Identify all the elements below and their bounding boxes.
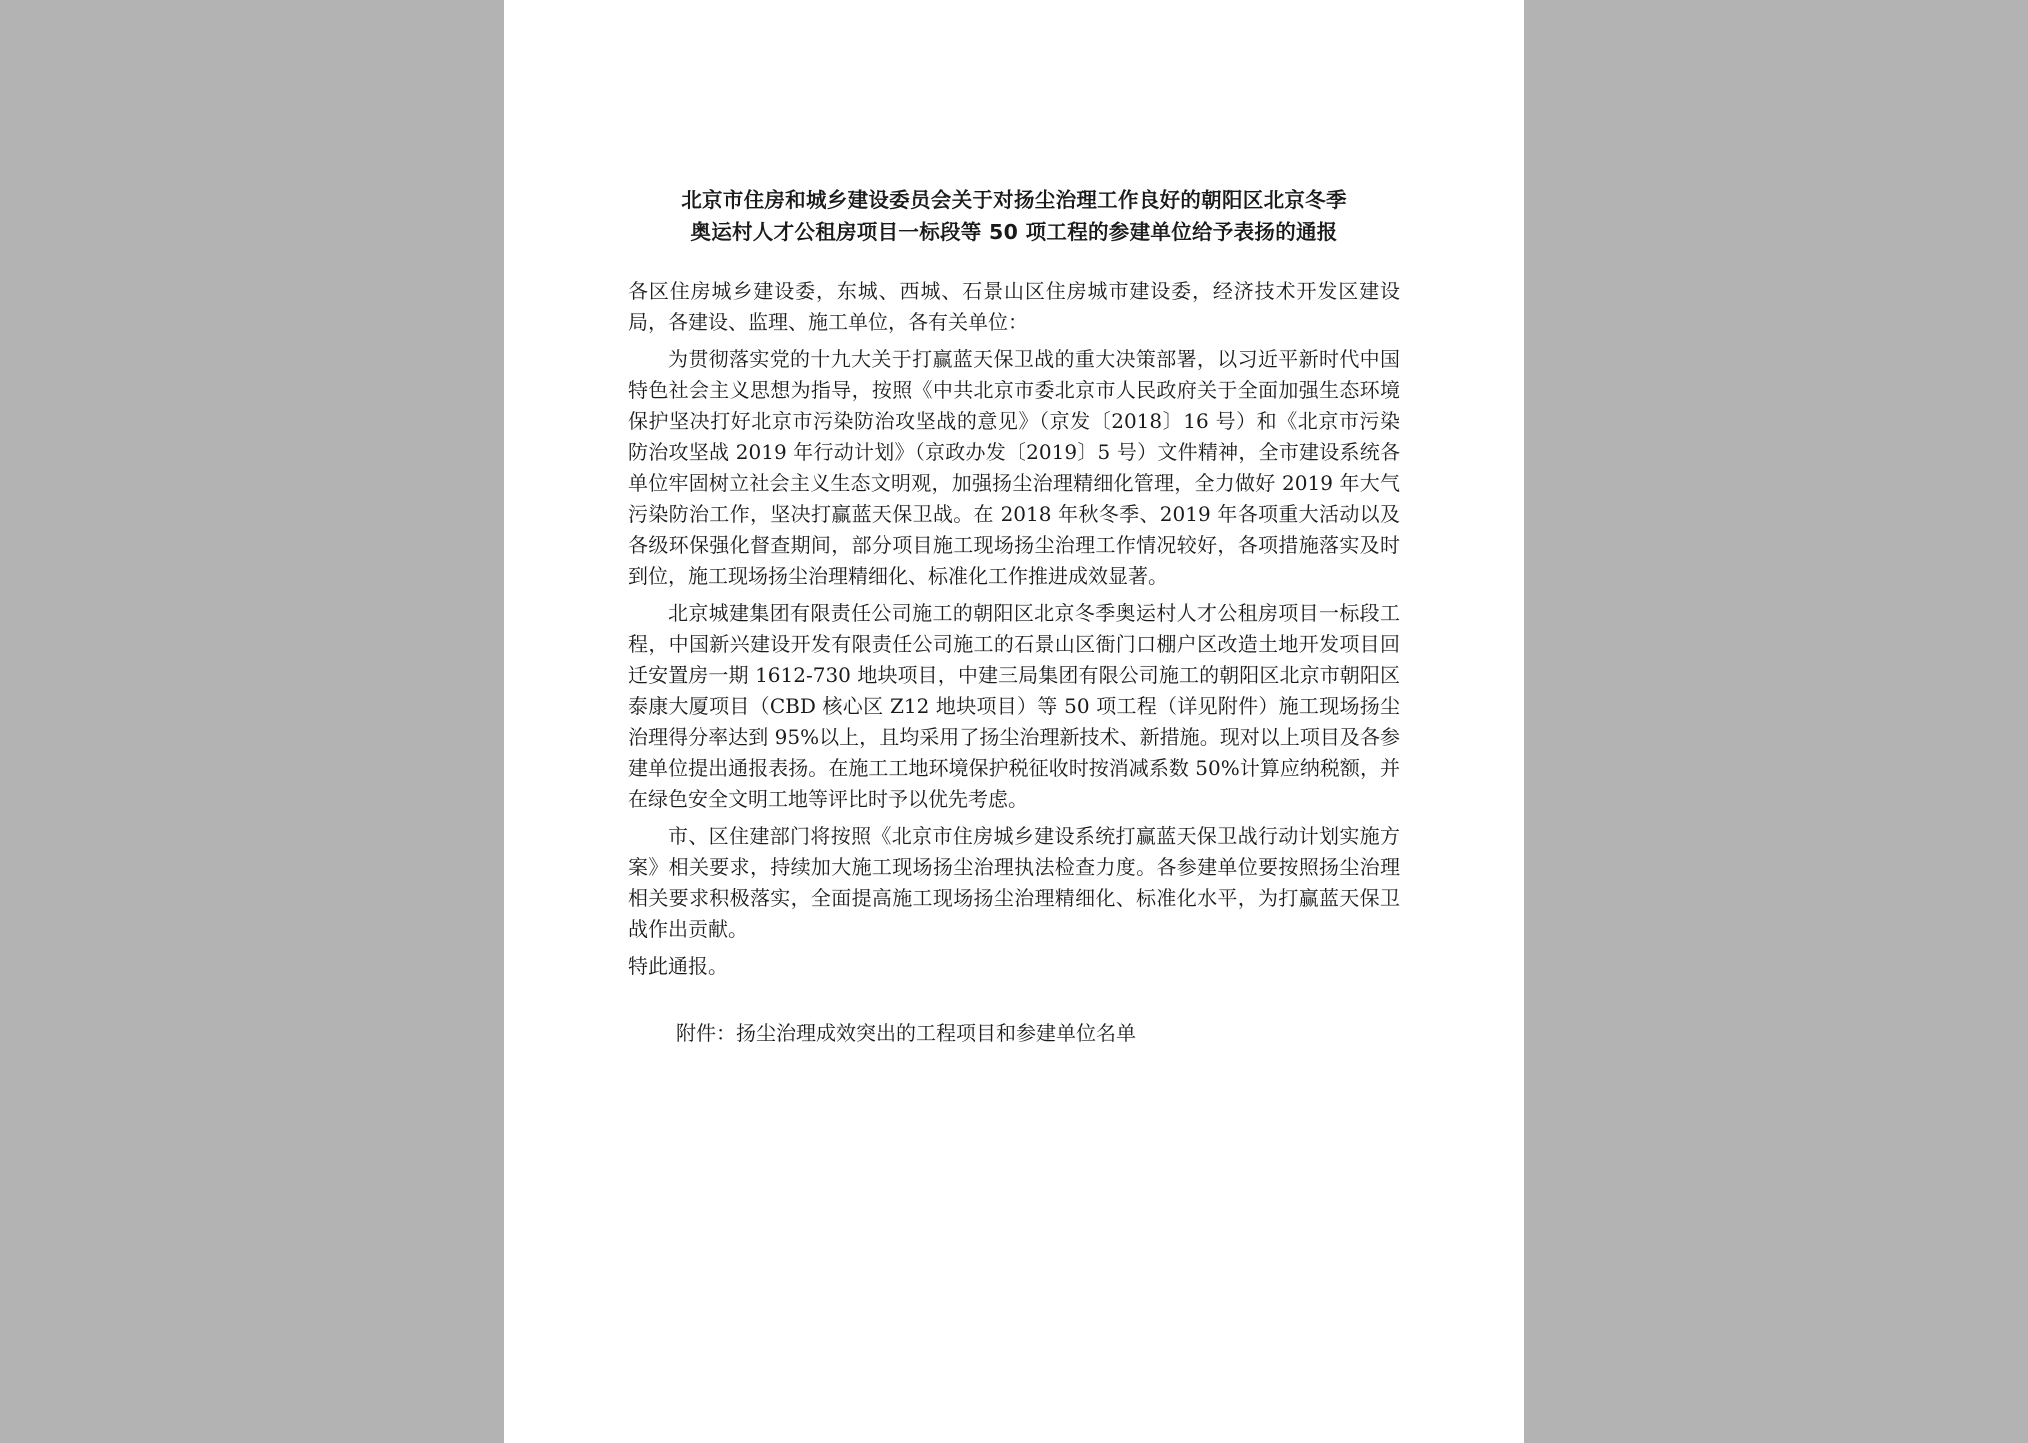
addressee-paragraph: 各区住房城乡建设委，东城、西城、石景山区住房城市建设委，经济技术开发区建设局，各建设、监理、施工单位，各有关单位：: [628, 279, 1400, 334]
body-paragraph-3: 市、区住建部门将按照《北京市住房城乡建设系统打赢蓝天保卫战行动计划实施方案》相关要求，持续加大施工现场扬尘治理执法检查力度。各参建单位要按照扬尘治理相关要求积极落实，全面提高施工现场扬尘治理精细化、标准化水平，为打赢蓝天保卫战作出贡献。: [628, 824, 1400, 941]
document-title-line-1: 北京市住房和城乡建设委员会关于对扬尘治理工作良好的朝阳区北京冬季: [681, 188, 1347, 212]
document-content: [628, 184, 1400, 1069]
document-title-line-2: 奥运村人才公租房项目一标段等 50 项工程的参建单位给予表扬的通报: [690, 220, 1338, 244]
body-paragraph-1: 为贯彻落实党的十九大关于打赢蓝天保卫战的重大决策部署，以习近平新时代中国特色社会主义思想为指导，按照《中共北京市委北京市人民政府关于全面加强生态环境保护坚决打好北京市污染防治攻坚战的意见》（京发〔2018〕16 号）和《北京市污染防治攻坚战 2019 年行动计划》（京政办发〔2019〕5 号）文件精神，全市建设系统各单位牢固树立社会主义生态文明观，加强扬尘治理精细化管理，全力做好 2019 年大气污染防治工作，坚决打赢蓝天保卫战。在 2018 年秋冬季、2019 年各项重大活动以及各级环保强化督查期间，部分项目施工现场扬尘治理工作情况较好，各项措施落实及时到位，施工现场扬尘治理精细化、标准化工作推进成效显著。: [628, 347, 1400, 588]
closing-text: 特此通报。: [628, 954, 728, 978]
body-paragraph-2: 北京城建集团有限责任公司施工的朝阳区北京冬季奥运村人才公租房项目一标段工程，中国新兴建设开发有限责任公司施工的石景山区衙门口棚户区改造土地开发项目回迁安置房一期 1612-730 地块项目，中建三局集团有限公司施工的朝阳区北京市朝阳区泰康大厦项目（CBD 核心区 Z12 地块项目）等 50 项工程（详见附件）施工现场扬尘治理得分率达到 95%以上，且均采用了扬尘治理新技术、新措施。现对以上项目及各参建单位提出通报表扬。在施工工地环境保护税征收时按消减系数 50%计算应纳税额，并在绿色安全文明工地等评比时予以优先考虑。: [628, 601, 1400, 811]
document-title: [628, 184, 1400, 248]
attachment-note: 附件：扬尘治理成效突出的工程项目和参建单位名单: [676, 1021, 1136, 1045]
document-page: [504, 0, 1524, 1443]
